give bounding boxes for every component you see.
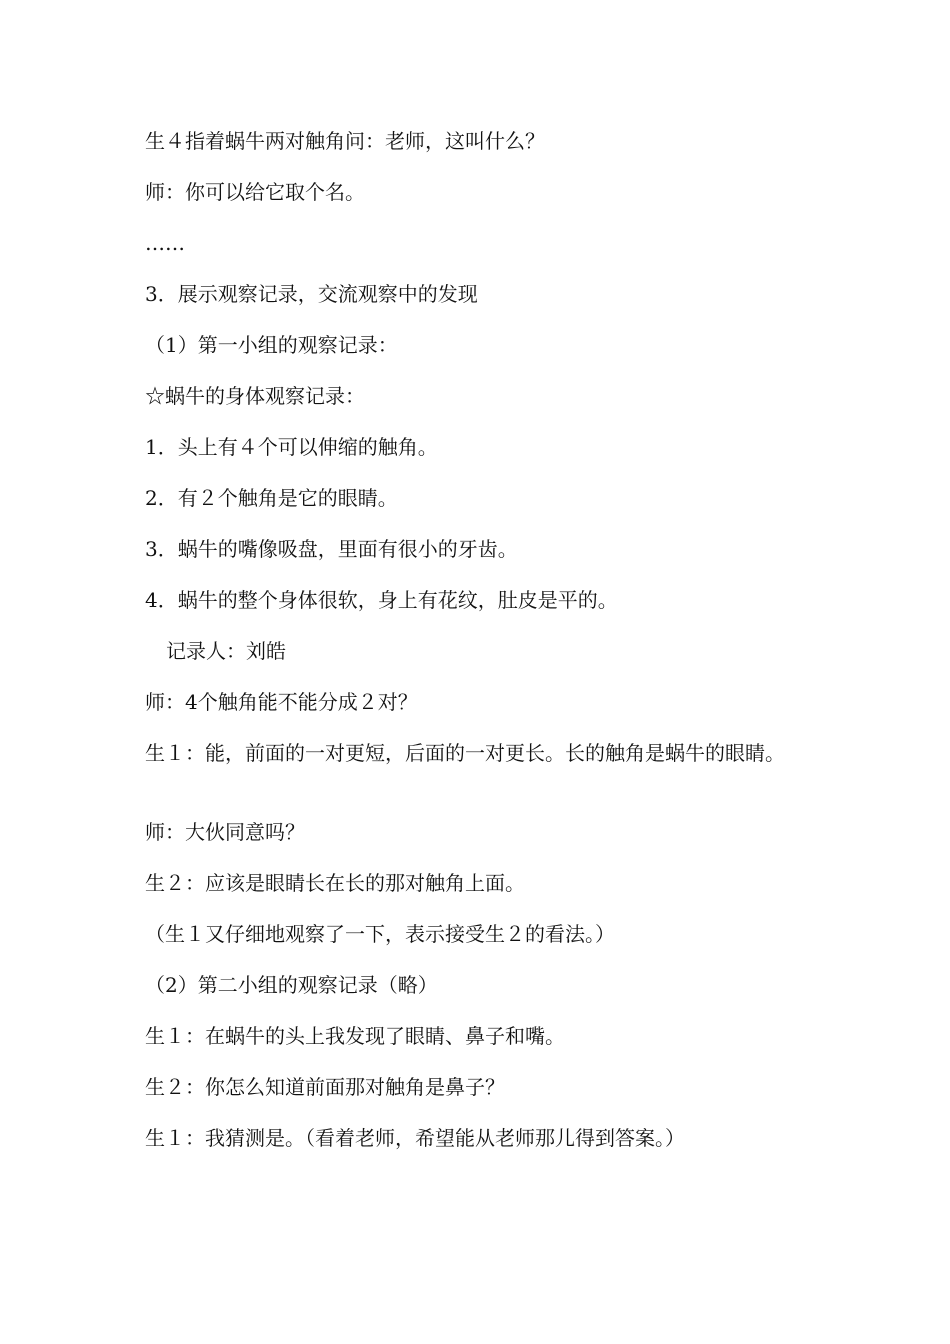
- record-item: 2．有２个触角是它的眼睛。: [145, 486, 398, 510]
- paragraph-line: 师：4个触角能不能分成２对？: [145, 690, 418, 714]
- paragraph-line: 生４指着蜗牛两对触角问：老师，这叫什么？: [145, 129, 545, 153]
- section-heading: 3．展示观察记录，交流观察中的发现: [145, 282, 478, 306]
- paragraph-line: （生１又仔细地观察了一下，表示接受生２的看法。）: [145, 922, 615, 946]
- subsection-heading: （1）第一小组的观察记录：: [145, 333, 398, 357]
- paragraph-line: 生１：能，前面的一对更短，后面的一对更长。长的触角是蜗牛的眼睛。: [145, 741, 785, 765]
- paragraph-line: 师：你可以给它取个名。: [145, 180, 365, 204]
- record-item: 4．蜗牛的整个身体很软，身上有花纹，肚皮是平的。: [145, 588, 618, 612]
- record-item: 3．蜗牛的嘴像吸盘，里面有很小的牙齿。: [145, 537, 518, 561]
- paragraph-line: 生２：你怎么知道前面那对触角是鼻子？: [145, 1075, 505, 1099]
- paragraph-line: 师：大伙同意吗？: [145, 820, 305, 844]
- paragraph-line: 生１：我猜测是。（看着老师，希望能从老师那儿得到答案。）: [145, 1126, 685, 1150]
- paragraph-line: 生１：在蜗牛的头上我发现了眼睛、鼻子和嘴。: [145, 1024, 565, 1048]
- subsection-heading: （2）第二小组的观察记录（略）: [145, 973, 438, 997]
- paragraph-line: 生２：应该是眼睛长在长的那对触角上面。: [145, 871, 525, 895]
- record-title: ☆蜗牛的身体观察记录：: [145, 384, 365, 408]
- recorder-line: 记录人：刘皓: [166, 639, 286, 663]
- ellipsis-line: ……: [145, 231, 185, 255]
- record-item: 1．头上有４个可以伸缩的触角。: [145, 435, 438, 459]
